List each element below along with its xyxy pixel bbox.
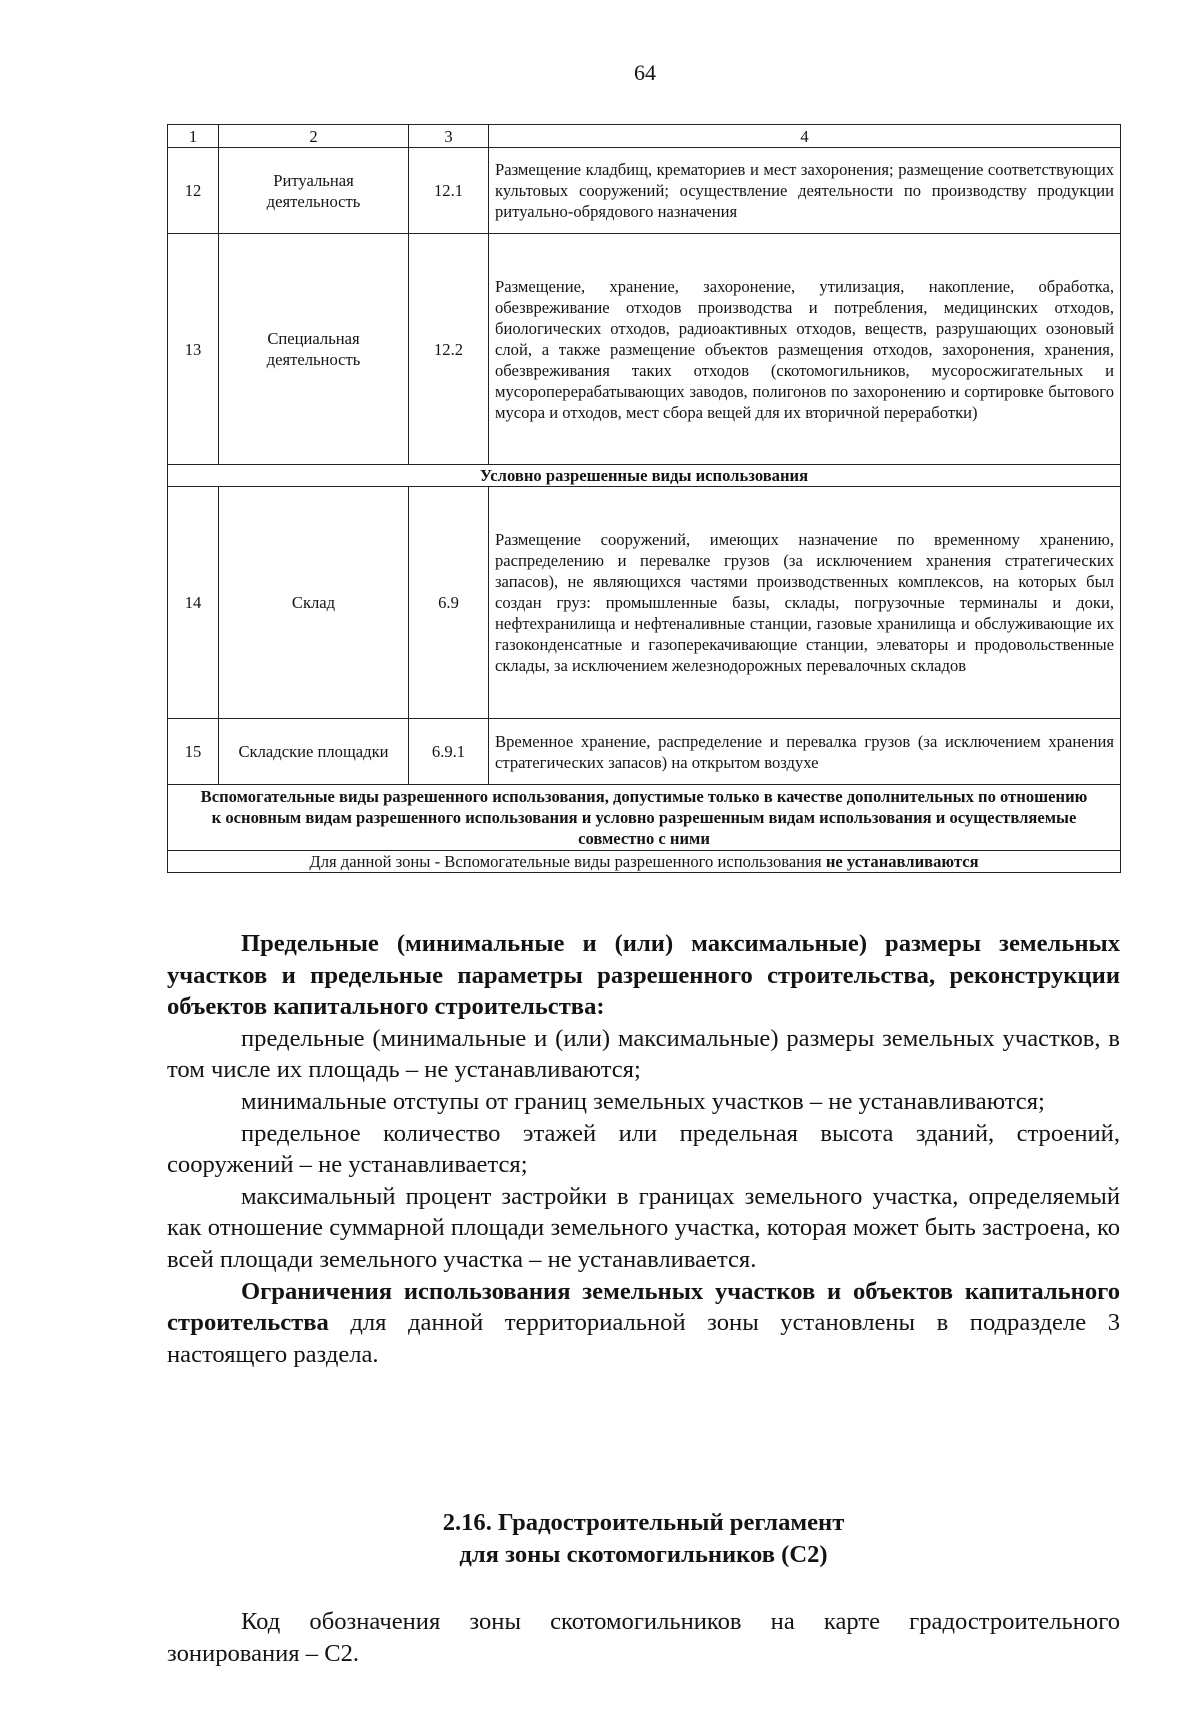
auxiliary-note-bold: не устанавливаются (825, 852, 979, 871)
use-type-description: Временное хранение, распределение и перевалка грузов (за исключением хранения стратегических запасов) на открытом воздухе (489, 719, 1121, 785)
use-type-name: Специальная деятельность (219, 234, 409, 465)
regulation-body (167, 928, 1120, 1370)
table-header-row (168, 125, 1121, 148)
table-row (168, 148, 1121, 234)
use-type-name: Ритуальная деятельность (219, 148, 409, 234)
auxiliary-note (168, 851, 1121, 873)
section-title: Вспомогательные виды разрешенного использования, допустимые только в качестве дополнительных по отношению к основным видам разрешенного использования и условно разрешенным видам использования и осуществляемые совместно с ними (168, 785, 1121, 851)
row-number: 14 (168, 487, 219, 719)
restrictions-paragraph (167, 1276, 1120, 1371)
use-type-name: Склад (219, 487, 409, 719)
use-type-code: 12.2 (409, 234, 489, 465)
page-number: 64 (634, 60, 656, 85)
limits-heading: Предельные (минимальные и (или) максимальные) размеры земельных участков и предельные параметры разрешенного строительства, реконструкции объектов капитального строительства: (167, 930, 1120, 1021)
use-type-description: Размещение кладбищ, крематориев и мест захоронения; размещение соответствующих культовых сооружений; осуществление деятельности по производству продукции ритуально-обрядового назначения (489, 148, 1121, 234)
land-use-table (167, 124, 1121, 873)
use-type-description: Размещение сооружений, имеющих назначение по временному хранению, распределению и перевалке грузов (за исключением хранения стратегических запасов), не являющихся частями производственных комплексов, на которых был создан груз: промышленные базы, склады, погрузочные терминалы и доки, нефтехранилища и нефтеналивные станции, газовые хранилища и обслуживающие их газоконденсатные и газоперекачивающие станции, элеваторы и продовольственные склады, за исключением железнодорожных перевалочных складов (489, 487, 1121, 719)
section-heading-line: для зоны скотомогильников (С2) (459, 1541, 828, 1568)
table-header-cell: 4 (489, 125, 1121, 148)
use-type-code: 6.9 (409, 487, 489, 719)
table-row (168, 234, 1121, 465)
restrictions-lead: Ограничения использования земельных участков и объектов капитального строительства (167, 1277, 1120, 1337)
section-heading (167, 1507, 1120, 1571)
row-number: 12 (168, 148, 219, 234)
table-header-cell: 2 (219, 125, 409, 148)
use-type-code: 12.1 (409, 148, 489, 234)
limits-item: максимальный процент застройки в границах земельного участка, определяемый как отношение суммарной площади земельного участка, которая может быть застроена, ко всей площади земельного участка – не устанавливается. (167, 1182, 1120, 1273)
limits-item: предельное количество этажей или предельная высота зданий, строений, сооружений – не устанавливается; (167, 1119, 1120, 1179)
table-row (168, 487, 1121, 719)
zone-code-paragraph: Код обозначения зоны скотомогильников на карте градостроительного зонирования – С2. (167, 1608, 1120, 1667)
restrictions-rest: для данной территориальной зоны установлены в подразделе 3 настоящего раздела. (167, 1309, 1120, 1368)
section-row-conditional (168, 465, 1121, 487)
row-number: 15 (168, 719, 219, 785)
table-header-cell: 3 (409, 125, 489, 148)
row-number: 13 (168, 234, 219, 465)
section-row-auxiliary (168, 785, 1121, 851)
table-header-cell: 1 (168, 125, 219, 148)
limits-item: минимальные отступы от границ земельных участков – не устанавливаются; (241, 1087, 1045, 1115)
auxiliary-note-prefix: Для данной зоны - Вспомогательные виды разрешенного использования (309, 852, 826, 871)
table-row (168, 719, 1121, 785)
section-title: Условно разрешенные виды использования (168, 465, 1121, 487)
use-type-description: Размещение, хранение, захоронение, утилизация, накопление, обработка, обезвреживание отходов производства и потребления, медицинских отходов, биологических отходов, радиоактивных отходов, веществ, разрушающих озоновый слой, а также размещение объектов размещения отходов, захоронения, хранения, обезвреживания таких отходов (скотомогильников, мусоросжигательных и мусороперерабатывающих заводов, полигонов по захоронению и сортировке бытового мусора и отходов, мест сбора вещей для их вторичной переработки) (489, 234, 1121, 465)
limits-item: предельные (минимальные и (или) максимальные) размеры земельных участков, в том числе их площадь – не устанавливаются; (167, 1024, 1120, 1084)
use-type-name: Складские площадки (219, 719, 409, 785)
use-type-code: 6.9.1 (409, 719, 489, 785)
section-heading-line: 2.16. Градостроительный регламент (442, 1509, 845, 1536)
auxiliary-note-row (168, 851, 1121, 873)
